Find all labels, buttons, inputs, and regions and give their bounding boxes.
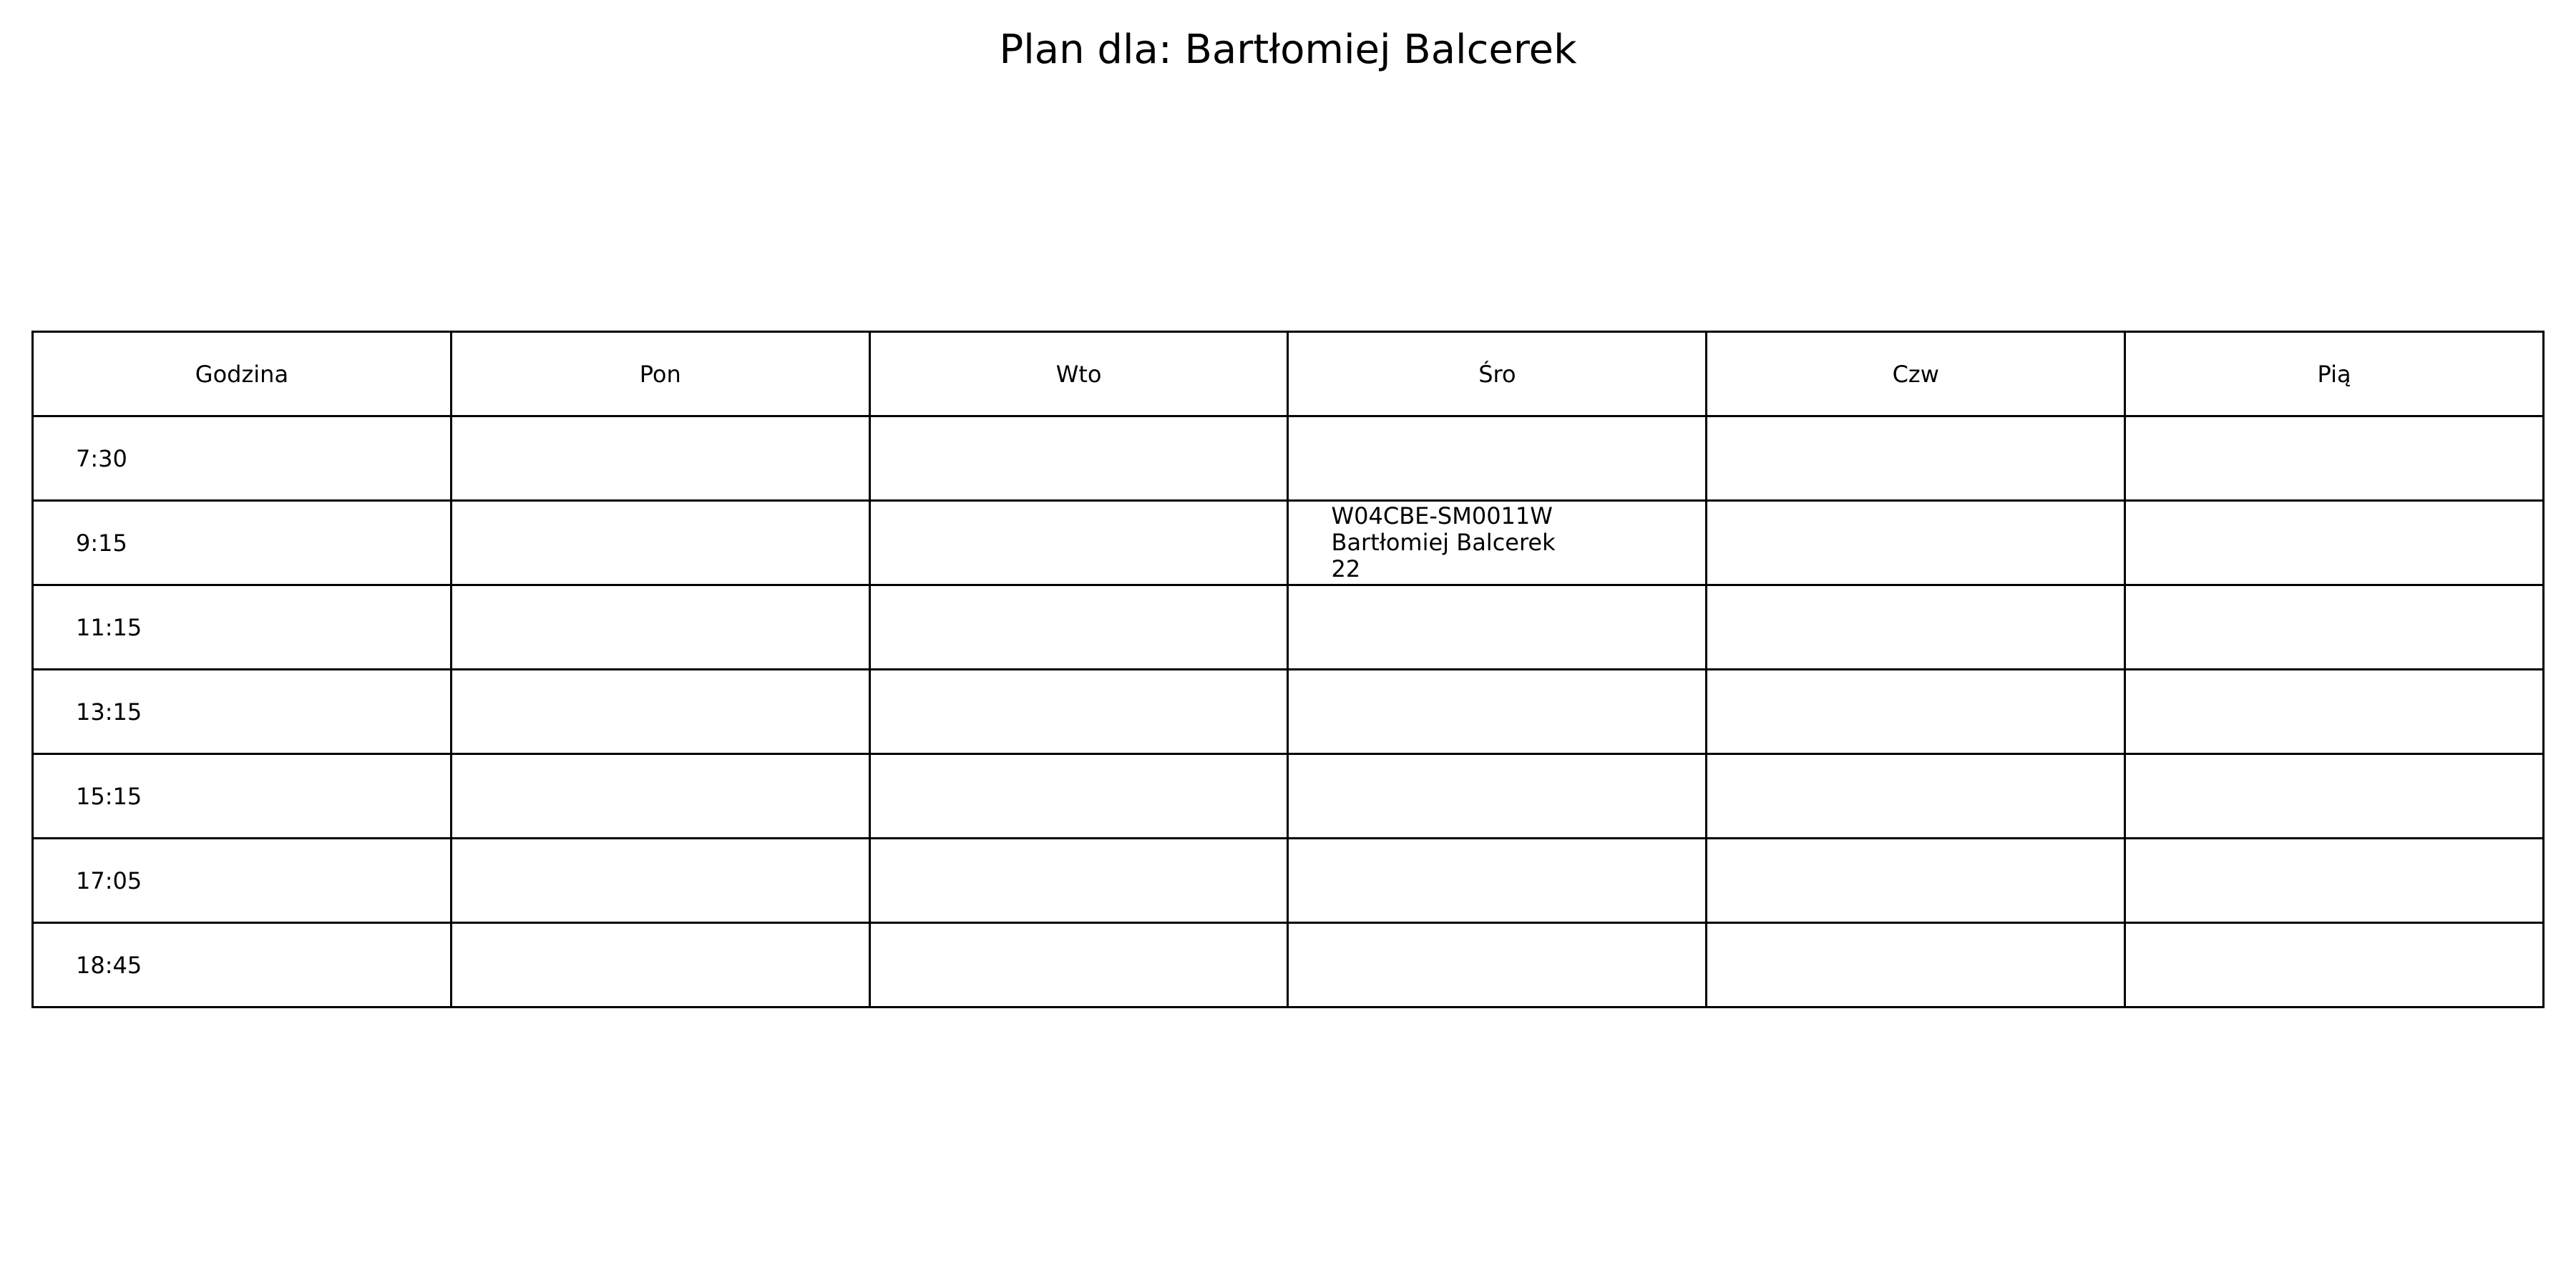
table-row bbox=[33, 501, 2544, 585]
slot-cell bbox=[1288, 585, 1707, 670]
slot-cell bbox=[1707, 839, 2125, 923]
slot-cell bbox=[2125, 754, 2544, 839]
slot-cell bbox=[1288, 670, 1707, 754]
time-cell: 9:15 bbox=[33, 501, 452, 585]
slot-cell bbox=[451, 754, 869, 839]
slot-cell bbox=[869, 416, 1288, 501]
slot-cell bbox=[869, 670, 1288, 754]
slot-cell bbox=[451, 670, 869, 754]
header-wednesday: Śro bbox=[1288, 332, 1707, 416]
time-cell: 15:15 bbox=[33, 754, 452, 839]
slot-cell bbox=[869, 501, 1288, 585]
header-hour: Godzina bbox=[33, 332, 452, 416]
table-row bbox=[33, 416, 2544, 501]
schedule-table bbox=[31, 331, 2545, 1008]
table-row bbox=[33, 670, 2544, 754]
class-instructor: Bartłomiej Balcerek bbox=[1331, 529, 1556, 556]
slot-cell bbox=[1707, 416, 2125, 501]
time-cell: 7:30 bbox=[33, 416, 452, 501]
slot-cell bbox=[1707, 754, 2125, 839]
slot-cell bbox=[1707, 585, 2125, 670]
slot-cell bbox=[2125, 416, 2544, 501]
slot-cell bbox=[1707, 670, 2125, 754]
class-room: 22 bbox=[1331, 555, 1361, 582]
slot-cell bbox=[1288, 839, 1707, 923]
time-cell: 17:05 bbox=[33, 839, 452, 923]
slot-cell bbox=[451, 839, 869, 923]
slot-cell bbox=[1288, 923, 1707, 1008]
slot-cell bbox=[1707, 501, 2125, 585]
slot-cell bbox=[451, 923, 869, 1008]
table-row bbox=[33, 923, 2544, 1008]
slot-cell bbox=[2125, 839, 2544, 923]
table-row bbox=[33, 585, 2544, 670]
slot-cell bbox=[1288, 754, 1707, 839]
slot-cell bbox=[869, 923, 1288, 1008]
time-cell: 11:15 bbox=[33, 585, 452, 670]
slot-cell bbox=[2125, 923, 2544, 1008]
slot-cell bbox=[869, 585, 1288, 670]
table-row bbox=[33, 754, 2544, 839]
slot-cell bbox=[2125, 585, 2544, 670]
header-row bbox=[33, 332, 2544, 416]
header-monday: Pon bbox=[451, 332, 869, 416]
slot-cell bbox=[451, 416, 869, 501]
slot-cell-wednesday-0915 bbox=[1288, 501, 1707, 585]
slot-cell bbox=[451, 585, 869, 670]
class-entry bbox=[1331, 503, 1705, 582]
slot-cell bbox=[2125, 501, 2544, 585]
header-thursday: Czw bbox=[1707, 332, 2125, 416]
slot-cell bbox=[869, 839, 1288, 923]
slot-cell bbox=[1707, 923, 2125, 1008]
slot-cell bbox=[1288, 416, 1707, 501]
slot-cell bbox=[2125, 670, 2544, 754]
class-course-code: W04CBE-SM0011W bbox=[1331, 502, 1553, 530]
header-tuesday: Wto bbox=[869, 332, 1288, 416]
page-title: Plan dla: Bartłomiej Balcerek bbox=[999, 26, 1577, 73]
header-friday: Pią bbox=[2125, 332, 2544, 416]
slot-cell bbox=[451, 501, 869, 585]
table-row bbox=[33, 839, 2544, 923]
slot-cell bbox=[869, 754, 1288, 839]
time-cell: 13:15 bbox=[33, 670, 452, 754]
time-cell: 18:45 bbox=[33, 923, 452, 1008]
